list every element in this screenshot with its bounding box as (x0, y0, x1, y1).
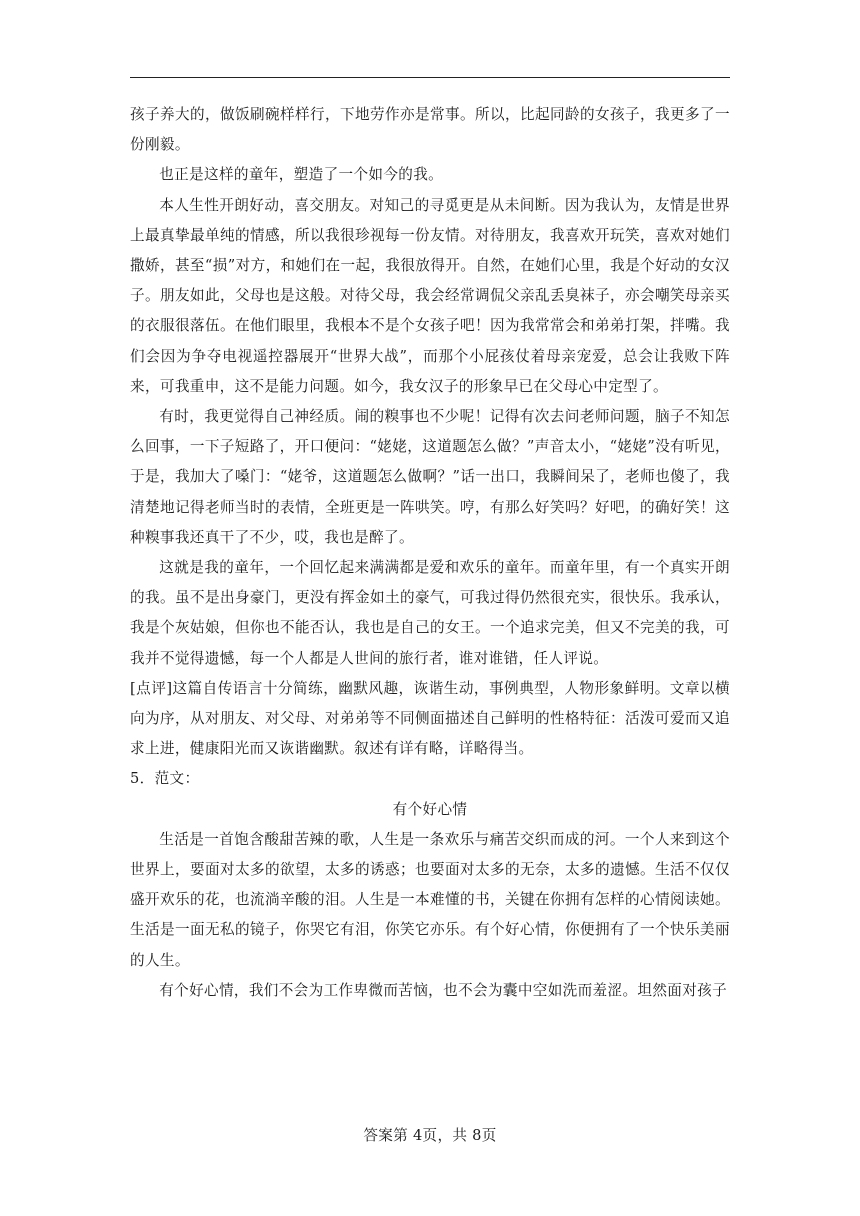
page-footer: 答案第 4页，共 8页 (363, 1127, 497, 1144)
essay-title: 有个好心情 (392, 800, 468, 818)
paragraph: 有时，我更觉得自己神经质。闹的糗事也不少呢！记得有次去问老师问题，脑子不知怎么回事，一下子短路了，开口便问：“姥姥，这道题怎么做？”声音太小，“姥姥”没有听见，于是，我加大了嗓门：“姥爷，这道题怎么做啊？”话一出口，我瞬间呆了，老师也傻了，我清楚地记得老师当时的表情，全班更是一阵哄笑。哼，有那么好笑吗？好吧，的确好笑！这种糗事我还真干了不少，哎，我也是醉了。 (130, 408, 730, 546)
paragraph-continuation: 孩子养大的，做饭刷碗样样行，下地劳作亦是常事。所以，比起同龄的女孩子，我更多了一份刚毅。 (130, 106, 730, 154)
paragraph: 这就是我的童年，一个回忆起来满满都是爱和欢乐的童年。而童年里，有一个真实开朗的我。虽不是出身豪门，更没有挥金如土的豪气，可我过得仍然很充实，很快乐。我承认，我是个灰姑娘，但你也不能否认，我也是自己的女王。一个追求完美，但又不完美的我，可我并不觉得遗憾，每一个人都是人世间的旅行者，谁对谁错，任人评说。 (130, 559, 730, 667)
document-body (130, 100, 730, 1006)
paragraph: 也正是这样的童年，塑造了一个如今的我。 (159, 166, 444, 184)
section-label: 5．范文： (130, 770, 200, 788)
paragraph: 本人生性开朗好动，喜交朋友。对知己的寻觅更是从未间断。因为我认为，友情是世界上最真挚最单纯的情感，所以我很珍视每一份友情。对待朋友，我喜欢开玩笑，喜欢对她们撒娇，甚至“损”对方，和她们在一起，我很放得开。自然，在她们心里，我是个好动的女汉子。朋友如此，父母也是这般。对待父母，我会经常调侃父亲乱丢臭袜子，亦会嘲笑母亲买的衣服很落伍。在他们眼里，我根本不是个女孩子吧！因为我常常会和弟弟打架，拌嘴。我们会因为争夺电视遥控器展开“世界大战”，而那个小屁孩仗着母亲宠爱，总会让我败下阵来，可我重申，这不是能力问题。如今，我女汉子的形象早已在父母心中定型了。 (130, 196, 730, 395)
paragraph: 生活是一首饱含酸甜苦辣的歌，人生是一条欢乐与痛苦交织而成的河。一个人来到这个世界上，要面对太多的欲望，太多的诱惑；也要面对太多的无奈，太多的遗憾。生活不仅仅盛开欢乐的花，也流淌辛酸的泪。人生是一本难懂的书，关键在你拥有怎样的心情阅读她。生活是一面无私的镜子，你哭它有泪，你笑它亦乐。有个好心情，你便拥有了一个快乐美丽的人生。 (130, 830, 730, 969)
commentary-paragraph: [点评]这篇自传语言十分简练，幽默风趣，诙谐生动，事例典型，人物形象鲜明。文章以横向为序，从对朋友、对父母、对弟弟等不同侧面描述自己鲜明的性格特征：活泼可爱而又追求上进，健康阳光而又诙谐幽默。叙述有详有略，详略得当。 (130, 679, 730, 758)
header-rule (130, 77, 730, 78)
paragraph: 有个好心情，我们不会为工作卑微而苦恼，也不会为囊中空如洗而羞涩。坦然面对孩子 (159, 981, 728, 999)
